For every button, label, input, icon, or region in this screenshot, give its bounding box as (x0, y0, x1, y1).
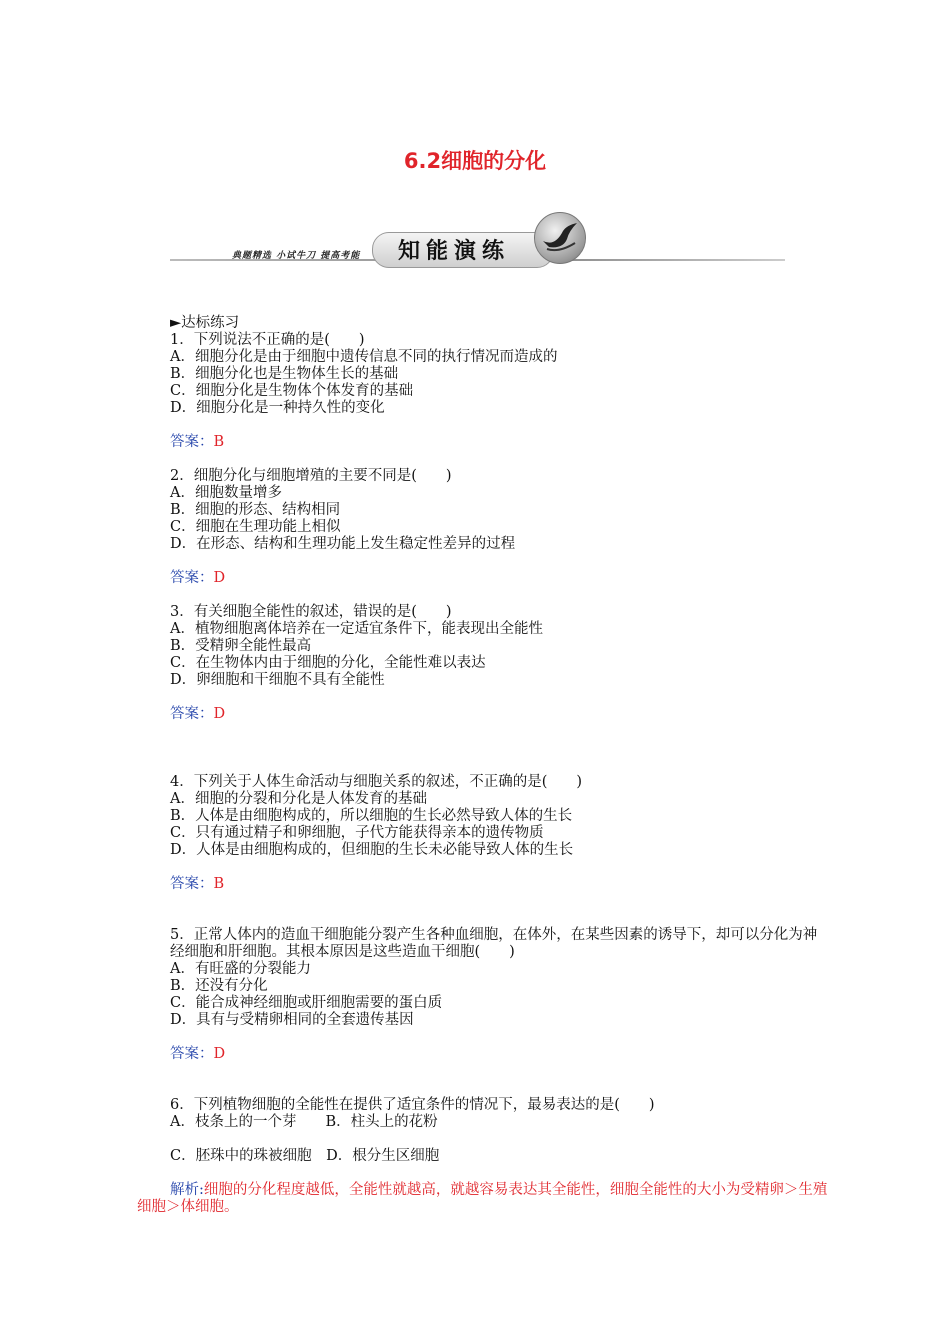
answer (170, 876, 830, 893)
option-a: A．有旺盛的分裂能力 (170, 961, 311, 977)
option-a: A．细胞数量增多 (170, 485, 282, 501)
question-1 (170, 332, 830, 451)
answer-label: 答案： (170, 1046, 214, 1062)
option-a: A．细胞的分裂和分化是人体发育的基础 (170, 791, 427, 807)
answer-label: 答案： (170, 434, 214, 450)
option-d: D．人体是由细胞构成的，但细胞的生长未必能导致人体的生长 (170, 842, 574, 858)
question-2 (170, 468, 830, 587)
question-stem: 4．下列关于人体生命活动与细胞关系的叙述，不正确的是( ) (170, 774, 583, 790)
option-b: B．人体是由细胞构成的，所以细胞的生长必然导致人体的生长 (170, 808, 573, 824)
answer-value: B (213, 434, 225, 450)
option-d: D．在形态、结构和生理功能上发生稳定性差异的过程 (170, 536, 516, 552)
answer (170, 434, 830, 451)
answer-value: D (213, 1046, 226, 1062)
question-stem: 2．细胞分化与细胞增殖的主要不同是( ) (170, 468, 452, 484)
answer-value: B (213, 876, 225, 892)
option-d: D．细胞分化是一种持久性的变化 (170, 400, 385, 416)
option-c: C．只有通过精子和卵细胞，子代方能获得亲本的遗传物质 (170, 825, 544, 841)
question-stem: 1．下列说法不正确的是( ) (170, 332, 365, 348)
answer-label: 答案： (170, 706, 214, 722)
swallow-emblem-icon (534, 212, 586, 264)
option-c: C．细胞在生理功能上相似 (170, 519, 341, 535)
answer-value: D (213, 570, 226, 586)
question-3 (170, 604, 830, 723)
option-c: C．在生物体内由于细胞的分化，全能性难以表达 (170, 655, 486, 671)
answer-label: 答案： (170, 570, 214, 586)
section-banner (150, 208, 790, 270)
banner-label: 知能演练 (398, 239, 511, 264)
answer (170, 706, 830, 723)
answer (170, 1046, 830, 1063)
analysis (137, 1182, 830, 1216)
question-stem: 5．正常人体内的造血干细胞能分裂产生各种血细胞，在体外，在某些因素的诱导下，却可以分化为神经细胞和肝细胞。其根本原因是这些造血干细胞( ) (170, 927, 818, 960)
option-d: D．卵细胞和干细胞不具有全能性 (170, 672, 385, 688)
analysis-label: 解析: (170, 1182, 204, 1198)
option-a: A．植物细胞离体培养在一定适宜条件下，能表现出全能性 (170, 621, 543, 637)
page-title: 6.2细胞的分化 (403, 149, 547, 173)
analysis-body: 细胞的分化程度越低，全能性就越高，就越容易表达其全能性，细胞全能性的大小为受精卵＞生殖细胞＞体细胞。 (137, 1182, 828, 1215)
question-6 (137, 1097, 830, 1216)
option-c: C．能合成神经细胞或肝细胞需要的蛋白质 (170, 995, 443, 1011)
option-b: B．细胞的形态、结构相同 (170, 502, 341, 518)
option-b: B．受精卵全能性最高 (170, 638, 312, 654)
answer-value: D (213, 706, 226, 722)
exercise-content (137, 315, 830, 1216)
section-heading: ►达标练习 (170, 315, 240, 331)
question-stem: 3．有关细胞全能性的叙述，错误的是( ) (170, 604, 452, 620)
options-row-1: A．枝条上的一个芽 B．柱头上的花粉 (170, 1114, 438, 1130)
option-d: D．具有与受精卵相同的全套遗传基因 (170, 1012, 414, 1028)
answer (170, 570, 830, 587)
option-a: A．细胞分化是由于细胞中遗传信息不同的执行情况而造成的 (170, 349, 558, 365)
option-b: B．还没有分化 (170, 978, 268, 994)
banner-tagline: 典题精选 小试牛刀 提高考能 (232, 251, 361, 261)
question-4 (170, 774, 830, 893)
answer-label: 答案： (170, 876, 214, 892)
question-5 (170, 927, 830, 1063)
question-stem: 6．下列植物细胞的全能性在提供了适宜条件的情况下，最易表达的是( ) (170, 1097, 655, 1113)
options-row-2: C．胚珠中的珠被细胞 D．根分生区细胞 (170, 1148, 440, 1164)
option-c: C．细胞分化是生物体个体发育的基础 (170, 383, 414, 399)
option-b: B．细胞分化也是生物体生长的基础 (170, 366, 399, 382)
